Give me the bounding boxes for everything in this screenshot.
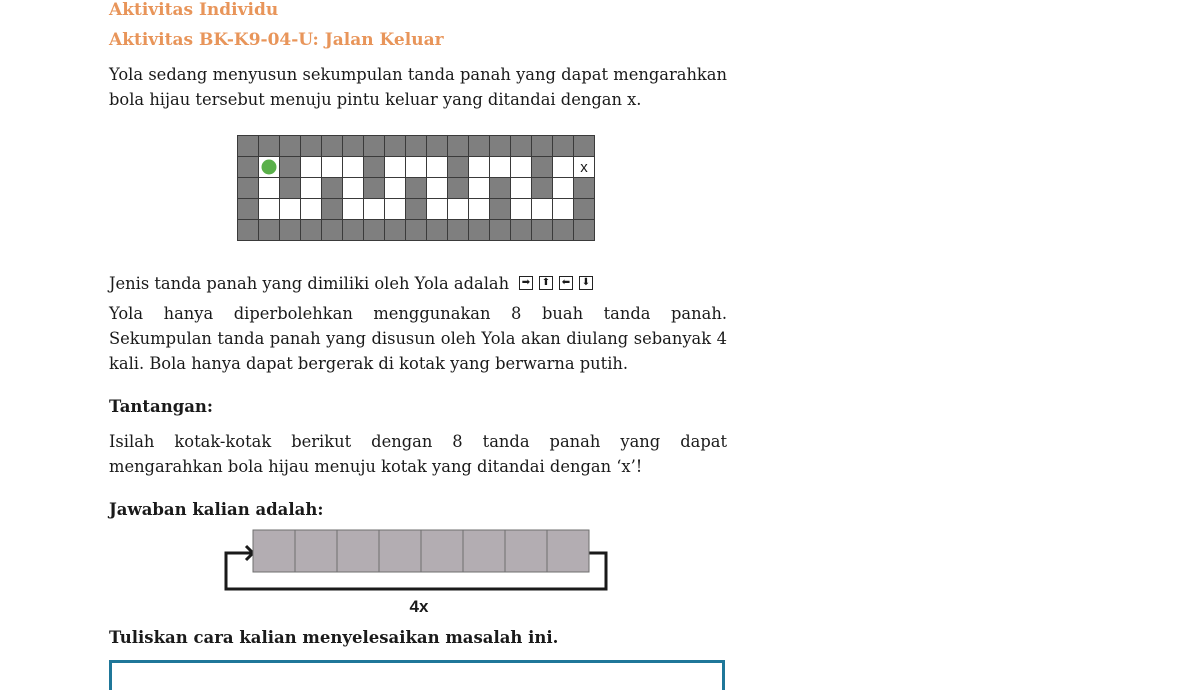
arrow-types-list: [519, 272, 599, 291]
maze-grid: [237, 135, 597, 241]
maze-wall-cell: [511, 136, 532, 157]
maze-wall-cell: [364, 178, 385, 199]
maze-wall-cell: [553, 220, 574, 241]
maze-path-cell: [511, 199, 532, 220]
maze-path-cell: [343, 157, 364, 178]
maze-wall-cell: [448, 178, 469, 199]
answer-diagram: [222, 528, 612, 620]
answer-slot[interactable]: [253, 530, 295, 572]
maze-path-cell: [427, 178, 448, 199]
maze-wall-cell: [406, 199, 427, 220]
maze-wall-cell: [322, 136, 343, 157]
repeat-count-label: 4x: [409, 597, 429, 616]
maze-path-cell: [532, 199, 553, 220]
maze-path-cell: [343, 199, 364, 220]
answer-slot[interactable]: [547, 530, 589, 572]
activity-code-title: Aktivitas BK-K9-04-U: Jalan Keluar: [109, 30, 444, 50]
maze-wall-cell: [280, 136, 301, 157]
rules-paragraph: Yola hanya diperbolehkan menggunakan 8 buah tanda panah. Sekumpulan tanda panah yang disusun oleh Yola akan diulang sebanyak 4 kali. Bola hanya dapat bergerak di kotak yang berwarna putih.: [109, 304, 727, 373]
maze-wall-cell: [532, 220, 553, 241]
maze-wall-cell: [490, 199, 511, 220]
maze-wall-cell: [322, 199, 343, 220]
maze-wall-cell: [301, 136, 322, 157]
maze-path-cell: [469, 178, 490, 199]
method-prompt: Tuliskan cara kalian menyelesaikan masalah ini.: [109, 628, 559, 647]
maze-wall-cell: [238, 157, 259, 178]
maze-path-cell: [280, 199, 301, 220]
answer-label: Jawaban kalian adalah:: [109, 500, 324, 519]
maze-wall-cell: [280, 220, 301, 241]
activity-title: Aktivitas Individu: [109, 0, 279, 20]
maze-path-cell: [301, 178, 322, 199]
maze-wall-cell: [574, 136, 595, 157]
arrow-left-icon: ⬅: [559, 276, 573, 290]
maze-path-cell: [343, 178, 364, 199]
answer-writing-box[interactable]: [109, 660, 725, 690]
maze-path-cell: [427, 199, 448, 220]
maze-wall-cell: [364, 136, 385, 157]
maze-path-cell: [469, 199, 490, 220]
maze-wall-cell: [364, 220, 385, 241]
maze-wall-cell: [385, 220, 406, 241]
maze-wall-cell: [532, 178, 553, 199]
maze-path-cell: [511, 157, 532, 178]
maze-wall-cell: [574, 199, 595, 220]
maze-path-cell: [469, 157, 490, 178]
maze-wall-cell: [532, 136, 553, 157]
maze-wall-cell: [322, 220, 343, 241]
answer-slot[interactable]: [505, 530, 547, 572]
maze-path-cell: [448, 199, 469, 220]
maze-path-cell: [490, 157, 511, 178]
maze-path-cell: [322, 157, 343, 178]
maze-wall-cell: [448, 157, 469, 178]
answer-slot[interactable]: [463, 530, 505, 572]
maze-wall-cell: [574, 220, 595, 241]
maze-path-cell: [553, 157, 574, 178]
maze-wall-cell: [490, 178, 511, 199]
arrow-up-icon: ⬆: [539, 276, 553, 290]
maze-wall-cell: [490, 136, 511, 157]
challenge-label: Tantangan:: [109, 397, 214, 416]
maze-wall-cell: [574, 178, 595, 199]
maze-wall-cell: [259, 136, 280, 157]
maze-wall-cell: [490, 220, 511, 241]
maze-wall-cell: [238, 178, 259, 199]
maze-path-cell: [364, 199, 385, 220]
challenge-paragraph: Isilah kotak-kotak berikut dengan 8 tanda panah yang dapat mengarahkan bola hijau menuju kotak yang ditandai dengan ‘x’!: [109, 432, 727, 476]
maze-path-cell: [385, 157, 406, 178]
maze-wall-cell: [427, 220, 448, 241]
maze-wall-cell: [469, 220, 490, 241]
maze-path-cell: [259, 199, 280, 220]
maze-wall-cell: [280, 157, 301, 178]
maze-path-cell: [385, 199, 406, 220]
maze-wall-cell: [301, 220, 322, 241]
maze-path-cell: [406, 157, 427, 178]
maze-wall-cell: [238, 136, 259, 157]
intro-paragraph: Yola sedang menyusun sekumpulan tanda panah yang dapat mengarahkan bola hijau tersebut menuju pintu keluar yang ditandai dengan x.: [109, 65, 727, 109]
maze-wall-cell: [238, 199, 259, 220]
maze-path-cell: [553, 178, 574, 199]
maze-path-cell: [259, 178, 280, 199]
maze-wall-cell: [448, 220, 469, 241]
maze-wall-cell: [448, 136, 469, 157]
maze-wall-cell: [385, 136, 406, 157]
maze-path-cell: [385, 178, 406, 199]
maze-wall-cell: [238, 220, 259, 241]
maze-wall-cell: [406, 136, 427, 157]
answer-slot[interactable]: [421, 530, 463, 572]
answer-slot[interactable]: [337, 530, 379, 572]
maze-wall-cell: [553, 136, 574, 157]
maze-wall-cell: [406, 220, 427, 241]
arrow-types-text: Jenis tanda panah yang dimiliki oleh Yola adalah: [109, 274, 510, 293]
maze-wall-cell: [469, 136, 490, 157]
maze-wall-cell: [259, 220, 280, 241]
maze-wall-cell: [343, 220, 364, 241]
maze-wall-cell: [343, 136, 364, 157]
maze-wall-cell: [322, 178, 343, 199]
exit-marker: x: [580, 159, 588, 176]
arrow-down-icon: ⬇: [579, 276, 593, 290]
maze-wall-cell: [406, 178, 427, 199]
answer-slot[interactable]: [295, 530, 337, 572]
maze-path-cell: [427, 157, 448, 178]
maze-path-cell: [511, 178, 532, 199]
answer-slot[interactable]: [379, 530, 421, 572]
maze-wall-cell: [511, 220, 532, 241]
maze-wall-cell: [427, 136, 448, 157]
maze-path-cell: [301, 199, 322, 220]
maze-wall-cell: [280, 178, 301, 199]
maze-path-cell: [301, 157, 322, 178]
maze-path-cell: [553, 199, 574, 220]
maze-wall-cell: [532, 157, 553, 178]
arrow-right-icon: ➡: [519, 276, 533, 290]
maze-wall-cell: [364, 157, 385, 178]
green-ball: [262, 160, 277, 175]
